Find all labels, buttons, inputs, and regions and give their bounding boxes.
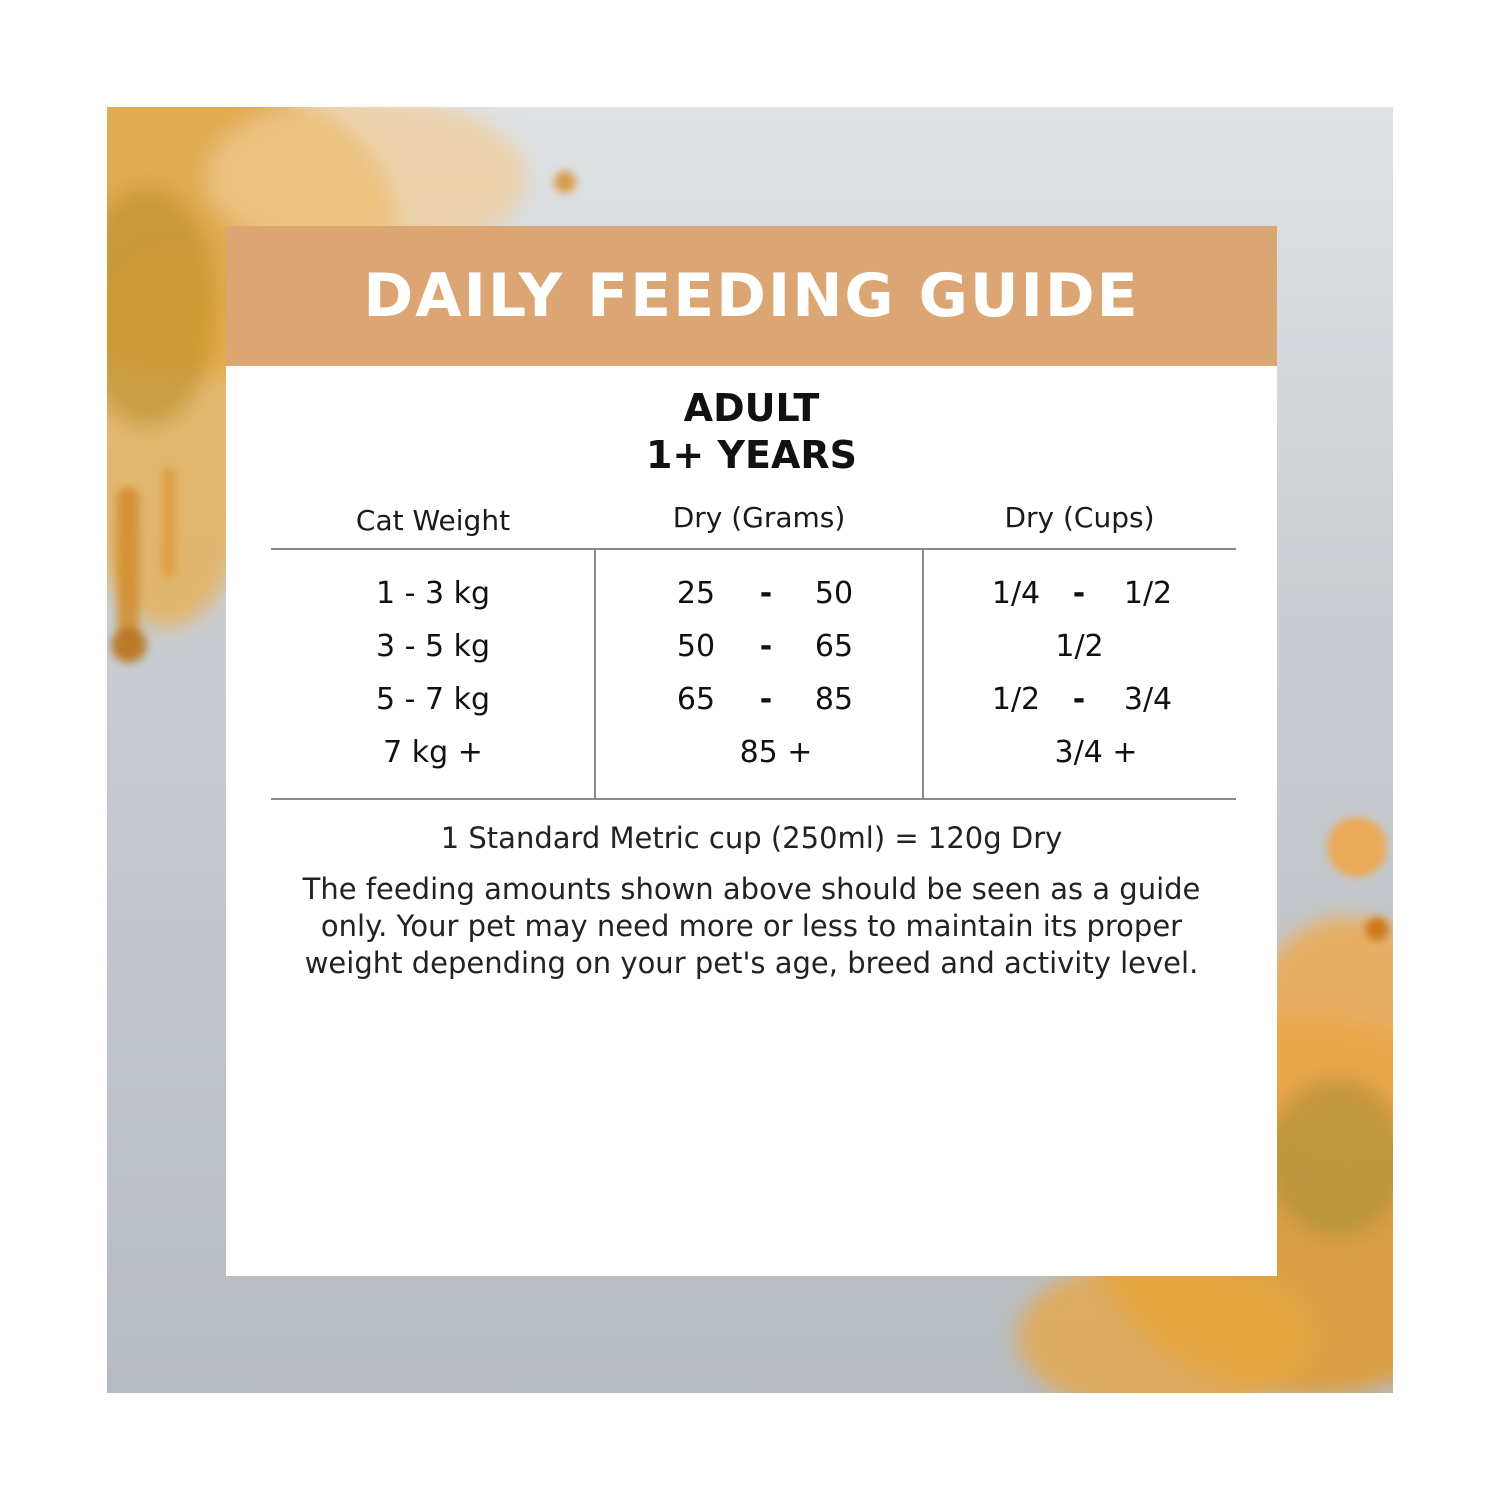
- table-cell-cups-separator: -: [1072, 682, 1086, 717]
- table-cell-grams: 85 +: [739, 735, 813, 770]
- cup-conversion-note: 1 Standard Metric cup (250ml) = 120g Dry: [440, 821, 1063, 855]
- feeding-guide-card: [226, 226, 1277, 1276]
- table-bottom-divider: [271, 798, 1236, 800]
- title-banner: [226, 226, 1277, 366]
- table-cell-grams-min: 25: [676, 576, 716, 611]
- table-cell-grams-max: 65: [814, 629, 854, 664]
- age-range-label: 1+ YEARS: [645, 433, 858, 477]
- table-cell-cups: 1/2: [1055, 629, 1104, 664]
- table-cell-cups-min: 1/4: [991, 576, 1041, 611]
- table-cell-grams-min: 65: [676, 682, 716, 717]
- column-header-dry-grams: Dry (Grams): [672, 501, 846, 534]
- table-cell-grams-min: 50: [676, 629, 716, 664]
- table-cell-weight: 3 - 5 kg: [375, 629, 491, 664]
- page-title: DAILY FEEDING GUIDE: [363, 261, 1140, 331]
- column-header-cat-weight: Cat Weight: [355, 504, 511, 537]
- table-cell-cups: 3/4 +: [1054, 735, 1138, 770]
- table-cell-grams-max: 50: [814, 576, 854, 611]
- table-cell-cups-separator: -: [1072, 576, 1086, 611]
- column-divider: [922, 549, 924, 799]
- table-cell-grams-separator: -: [759, 576, 773, 611]
- table-cell-cups-min: 1/2: [991, 682, 1041, 717]
- table-cell-weight: 5 - 7 kg: [375, 682, 491, 717]
- feeding-disclaimer: The feeding amounts shown above should be seen as a guide only. Your pet may need more or less to maintain its proper weight depending on your pet's age, breed and activity level.: [302, 872, 1201, 980]
- table-cell-cups-max: 3/4: [1123, 682, 1173, 717]
- table-cell-cups-max: 1/2: [1123, 576, 1173, 611]
- life-stage-label: ADULT: [683, 386, 820, 430]
- table-cell-grams-separator: -: [759, 629, 773, 664]
- table-header-divider: [271, 548, 1236, 550]
- table-cell-grams-max: 85: [814, 682, 854, 717]
- table-cell-weight: 1 - 3 kg: [375, 576, 491, 611]
- column-header-dry-cups: Dry (Cups): [1004, 501, 1155, 534]
- table-cell-grams-separator: -: [759, 682, 773, 717]
- table-cell-weight: 7 kg +: [383, 735, 483, 770]
